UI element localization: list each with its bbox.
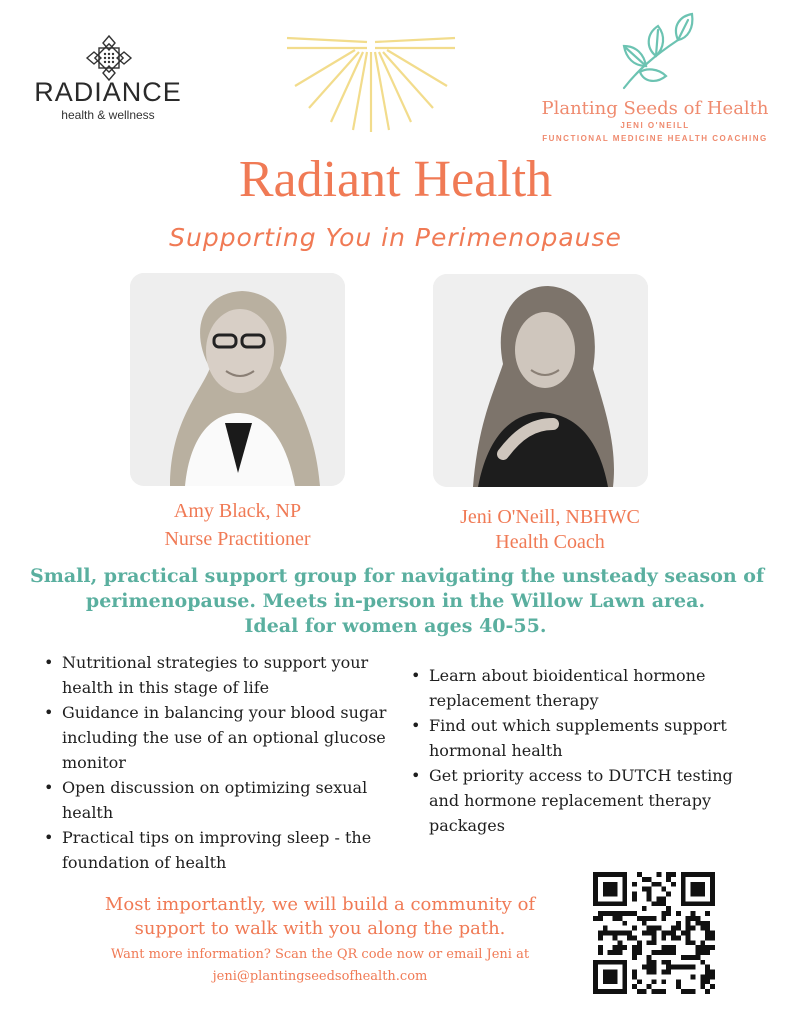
closing-message	[60, 893, 580, 941]
radiance-logo	[28, 34, 188, 124]
intro-text	[30, 564, 765, 639]
benefits-list-left	[40, 650, 400, 875]
radiance-brand-name: RADIANCE	[34, 77, 182, 107]
contact-email[interactable]: jeni@plantingseedsofhealth.com	[212, 969, 428, 984]
jeni-role: Health Coach	[495, 531, 605, 553]
list-item: • Guidance in balancing your blood sugar including the use of an optional glucose monitor	[40, 700, 400, 775]
seeds-person-name: JENI O'NEILL	[620, 121, 690, 130]
jeni-portrait	[433, 274, 648, 487]
contact-line: Want more information? Scan the QR code now or email Jeni at	[110, 947, 530, 962]
qr-code[interactable]	[593, 872, 715, 994]
list-item: • Open discussion on optimizing sexual health	[40, 775, 400, 825]
amy-role: Nurse Practitioner	[164, 528, 311, 550]
list-item: • Learn about bioidentical hormone replacement therapy	[407, 663, 767, 713]
radiance-tagline: health & wellness	[61, 108, 155, 122]
intro-line: Ideal for women ages 40-55.	[244, 615, 547, 637]
jeni-name: Jeni O'Neill, NBHWC	[460, 506, 640, 528]
leaf-sprig-icon	[616, 10, 696, 92]
page-subtitle: Supporting You in Perimenopause	[169, 223, 622, 252]
amy-portrait	[130, 273, 345, 486]
contact-info	[60, 944, 580, 988]
amy-name: Amy Black, NP	[173, 500, 302, 522]
planting-seeds-logo	[530, 10, 780, 143]
intro-line: perimenopause. Meets in-person in the Willow Lawn area.	[85, 590, 706, 612]
list-item: • Practical tips on improving sleep - the foundation of health	[40, 825, 400, 875]
list-item: • Nutritional strategies to support your health in this stage of life	[40, 650, 400, 700]
list-item: • Find out which supplements support hormonal health	[407, 713, 767, 763]
geometric-flower-icon	[85, 34, 133, 82]
intro-line: Small, practical support group for navigating the unsteady season of	[30, 565, 765, 587]
sunburst-icon	[283, 28, 459, 138]
page-title: Radiant Health	[238, 151, 553, 208]
seeds-service-line: FUNCTIONAL MEDICINE HEALTH COACHING	[542, 134, 768, 143]
closing-line: Most importantly, we will build a community of	[104, 894, 536, 915]
seeds-brand-name: Planting Seeds of Health	[541, 98, 769, 119]
closing-line: support to walk with you along the path.	[134, 918, 506, 939]
list-item: • Get priority access to DUTCH testing and hormone replacement therapy packages	[407, 763, 767, 838]
benefits-list-right	[407, 663, 767, 838]
